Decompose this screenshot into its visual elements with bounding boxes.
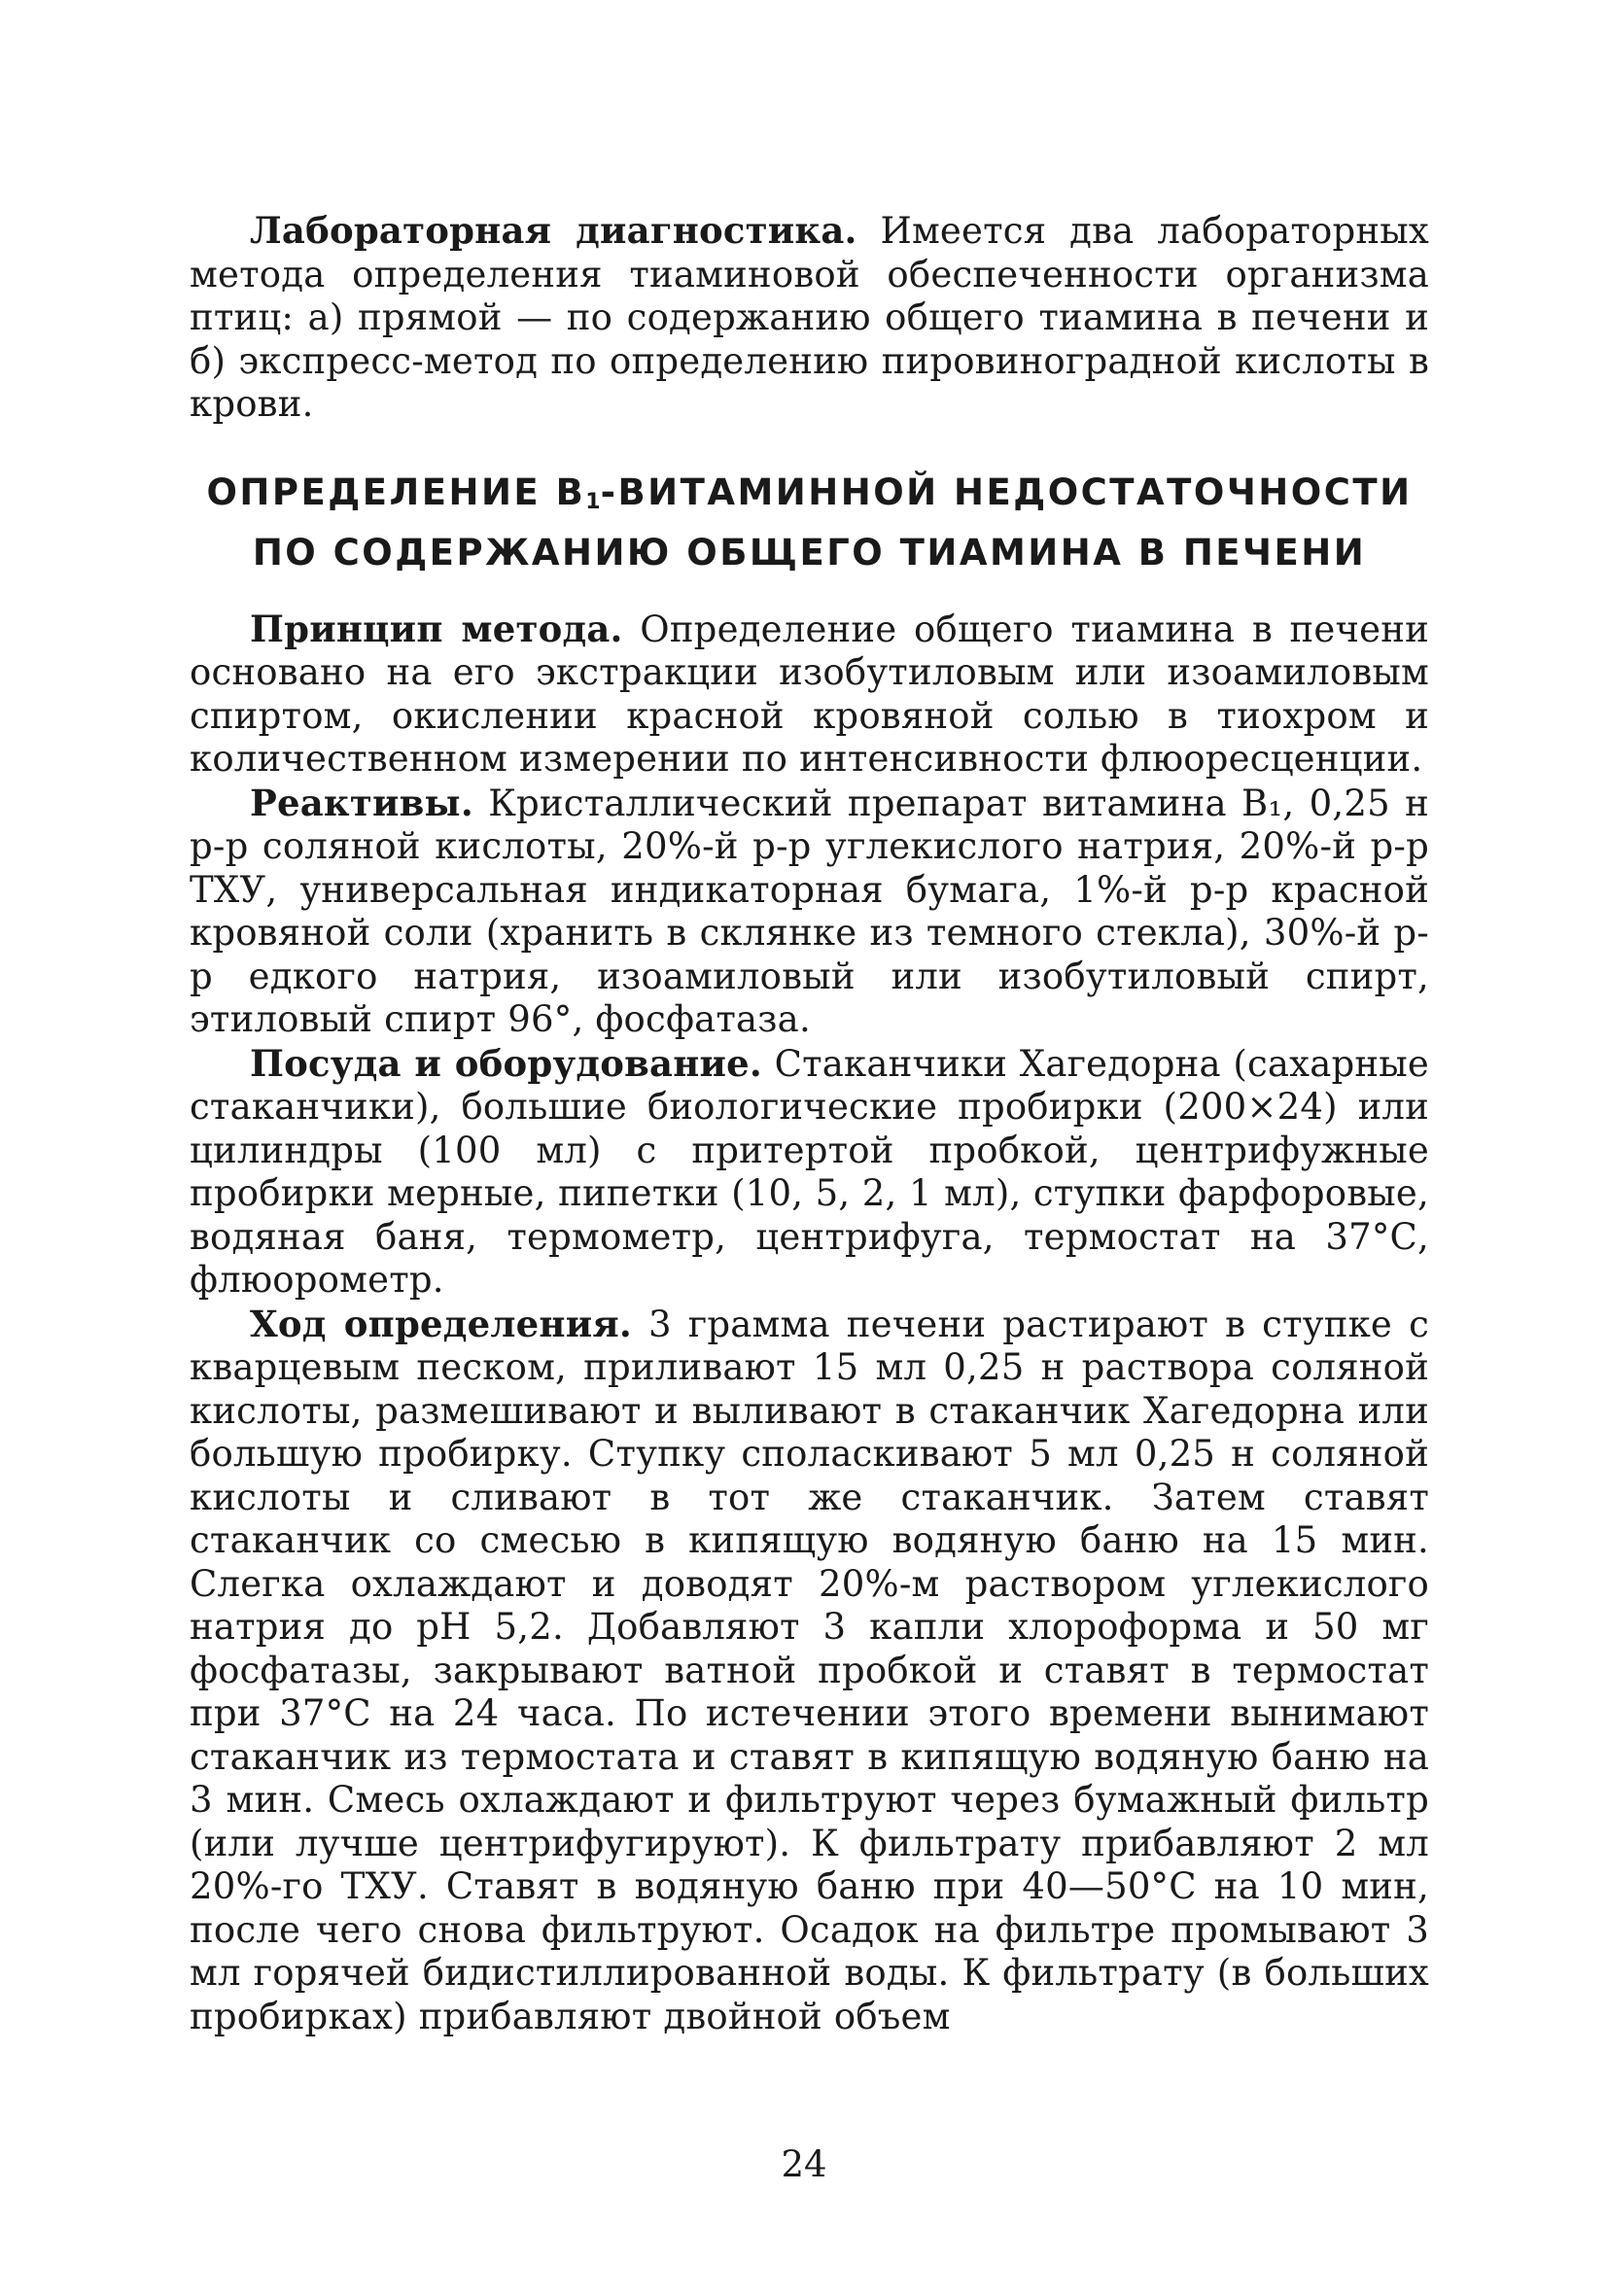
procedure-lead: Ход определения. — [250, 1302, 632, 1345]
page-number: 24 — [781, 2143, 827, 2185]
procedure-paragraph — [190, 1303, 1429, 2039]
section-heading — [190, 468, 1429, 578]
heading-line-1 — [190, 468, 1429, 528]
intro-paragraph — [190, 209, 1429, 427]
equipment-paragraph — [190, 1042, 1429, 1303]
principle-paragraph — [190, 608, 1429, 782]
reagents-lead: Реактивы. — [250, 781, 473, 824]
procedure-text: 3 грамма печени растирают в ступке с кварцевым песком, приливают 15 мл 0,25 н раствора соляной кислоты, размешивают и выливают в стаканчик Хагедорна или большую пробирку. Ступку споласкивают 5 мл 0,25 н соляной кислоты и сливают в тот же стаканчик. Затем ставят стаканчик со смесью в кипящую водяную баню на 15 мин. Слегка охлаждают и доводят 20%-м раствором углекислого натрия до pH 5,2. Добавляют 3 капли хлороформа и 50 мг фосфатазы, закрывают ватной пробкой и ставят в термостат при 37°С на 24 часа. По истечении этого времени вынимают стаканчик из термостата и ставят в кипящую водяную баню на 3 мин. Смесь охлаждают и фильтруют через бумажный фильтр (или лучше центрифугируют). К фильтрату прибавляют 2 мл 20%-го ТХУ. Ставят в водяную баню при 40—50°С на 10 мин, после чего снова фильтруют. Осадок на фильтре промывают 3 мл горячей бидистиллированной воды. К фильтрату (в больших пробирках) прибавляют двойной объем — [190, 1303, 1429, 2037]
reagents-text: Кристаллический препарат витамина B₁, 0,25 н р-р соляной кислоты, 20%-й р-р углекислого натрия, 20%-й р-р ТХУ, универсальная индикаторная бумага, 1%-й р-р красной кровяной соли (хранить в склянке из темного стекла), 30%-й р-р едкого натрия, изоамиловый или изобутиловый спирт, этиловый спирт 96°, фосфатаза. — [190, 782, 1429, 1040]
reagents-paragraph — [190, 782, 1429, 1042]
heading-subscript: 1 — [585, 489, 601, 514]
page-content — [190, 209, 1429, 2038]
intro-lead: Лабораторная диагностика. — [250, 209, 857, 252]
equipment-text: Стаканчики Хагедорна (сахарные стаканчики), большие биологические пробирки (200×24) или цилиндры (100 мл) с притертой пробкой, центрифужные пробирки мерные, пипетки (10, 5, 2, 1 мл), ступки фарфоровые, водяная баня, термометр, центрифуга, термостат на 37°С, флюорометр. — [190, 1042, 1429, 1301]
heading-line-2: ПО СОДЕРЖАНИЮ ОБЩЕГО ТИАМИНА В ПЕЧЕНИ — [252, 531, 1367, 574]
heading-line-1-prefix: ОПРЕДЕЛЕНИЕ В — [206, 470, 586, 513]
equipment-lead: Посуда и оборудование. — [250, 1041, 762, 1085]
principle-text: Определение общего тиамина в печени основано на его экстракции изобутиловым или изоамиловым спиртом, окислении красной кровяной солью в тиохром и количественном измерении по интенсивности флюоресценции. — [190, 608, 1429, 780]
intro-text: Имеется два лабораторных метода определения тиаминовой обеспеченности организма птиц: а) прямой — по содержанию общего тиамина в печени и б) экспресс-метод по определению пировиноградной кислоты в крови. — [190, 210, 1429, 425]
principle-lead: Принцип метода. — [250, 607, 623, 650]
heading-line-1-suffix: -ВИТАМИННОЙ НЕДОСТАТОЧНОСТИ — [600, 470, 1413, 513]
